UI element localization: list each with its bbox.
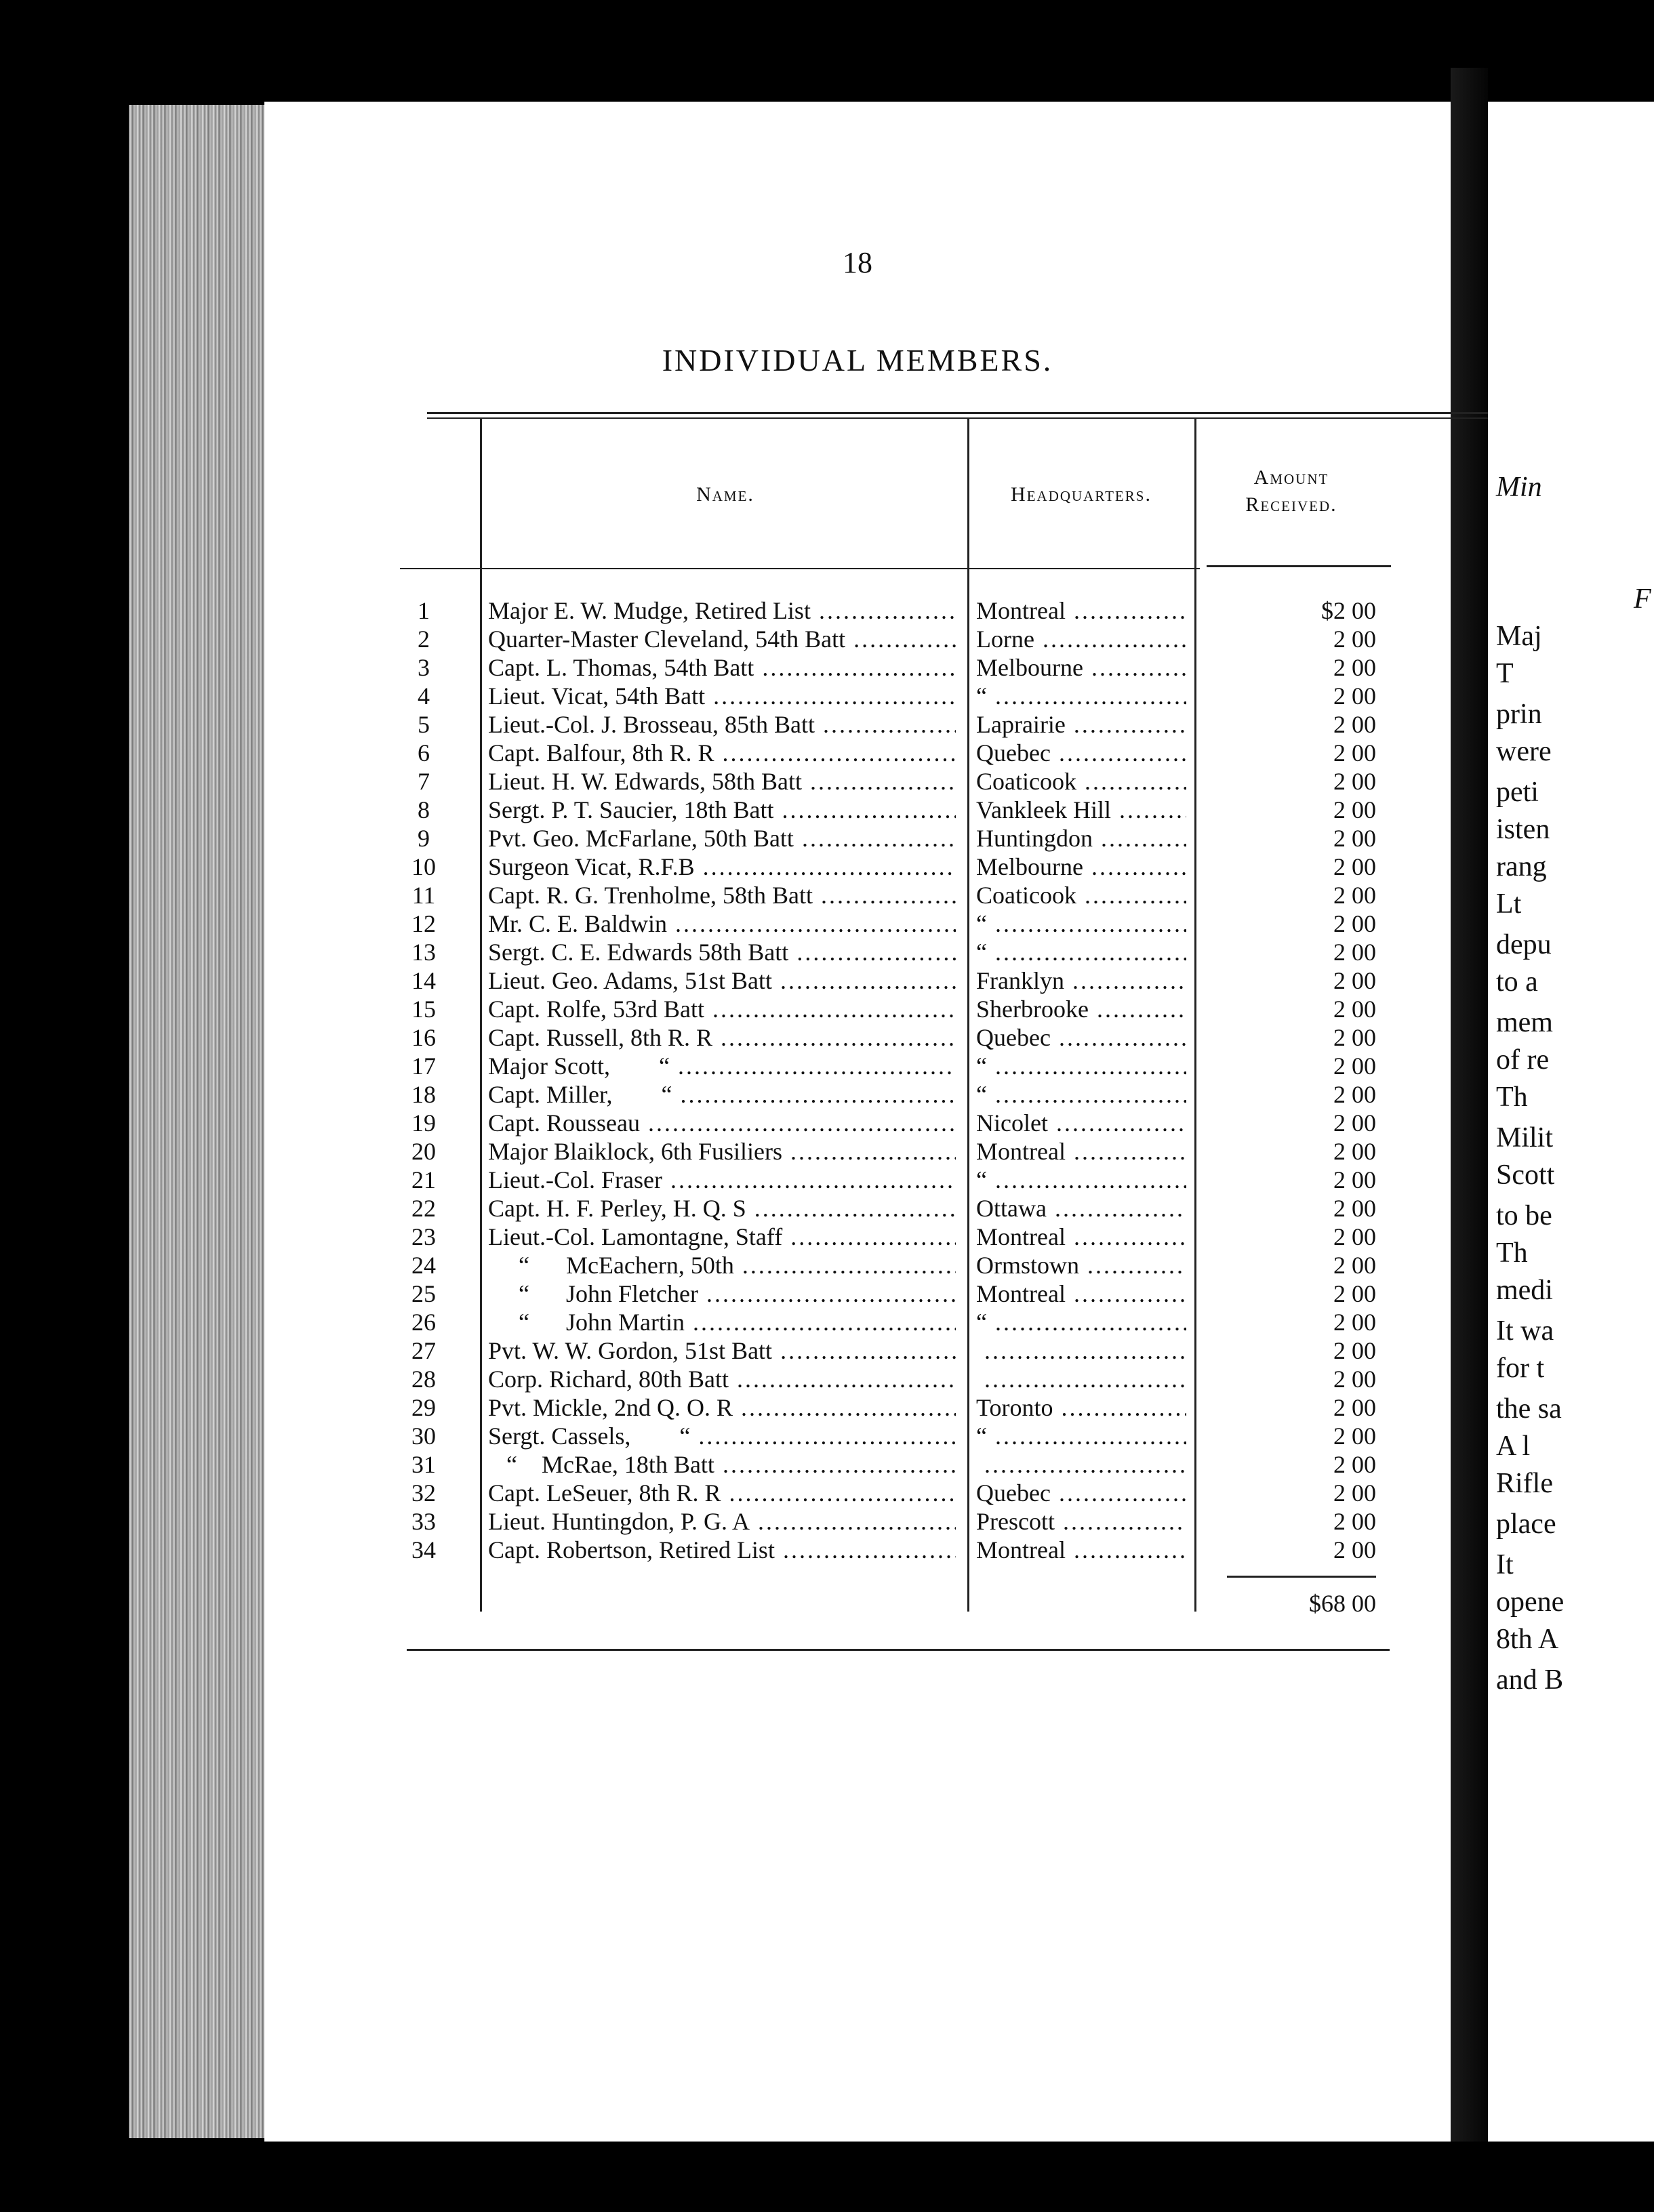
row-number: 12 <box>411 910 436 937</box>
member-headquarters: Huntingdon ..... <box>976 824 1186 853</box>
row-number: 25 <box>411 1280 436 1307</box>
member-name: Pvt. Mickle, 2nd Q. O. R ..... <box>488 1393 956 1422</box>
member-name: “ John Fletcher ..... <box>488 1279 956 1308</box>
amount-received: 2 00 <box>1333 796 1376 823</box>
row-number: 4 <box>418 682 430 710</box>
right-page-line: for t <box>1496 1353 1545 1384</box>
amount-received: 2 00 <box>1333 768 1376 795</box>
amount-received: 2 00 <box>1333 1309 1376 1336</box>
table-row <box>264 1365 1451 1393</box>
amount-received: 2 00 <box>1333 1138 1376 1165</box>
row-number: 29 <box>411 1394 436 1421</box>
amount-received: 2 00 <box>1333 1252 1376 1279</box>
table-row <box>264 1137 1451 1166</box>
row-number: 20 <box>411 1138 436 1165</box>
member-headquarters: “ ..... <box>976 938 1186 966</box>
right-page-line: Rifle <box>1496 1468 1553 1499</box>
table-top-rule-2 <box>427 417 1579 419</box>
table-row <box>264 796 1451 824</box>
amount-received: 2 00 <box>1333 996 1376 1023</box>
member-headquarters: Prescott ..... <box>976 1507 1186 1536</box>
amount-received: 2 00 <box>1333 1394 1376 1421</box>
amount-received: 2 00 <box>1333 1337 1376 1364</box>
table-row <box>264 1308 1451 1336</box>
right-page-line: Scott <box>1496 1160 1555 1191</box>
amount-received: 2 00 <box>1333 682 1376 710</box>
right-page-line: Lt <box>1496 888 1522 920</box>
member-name: Capt. Rolfe, 53rd Batt ..... <box>488 995 956 1023</box>
member-name: Capt. L. Thomas, 54th Batt ..... <box>488 653 956 682</box>
table-row <box>264 682 1451 710</box>
header-bottom-rule <box>400 568 1200 569</box>
row-number: 2 <box>418 626 430 653</box>
right-page-line: F <box>1634 583 1651 615</box>
row-number: 14 <box>411 967 436 994</box>
member-name: Sergt. Cassels, “ ..... <box>488 1422 956 1450</box>
amount-received: 2 00 <box>1333 882 1376 909</box>
row-number: 10 <box>411 853 436 880</box>
table-row <box>264 767 1451 796</box>
member-name: Major Blaiklock, 6th Fusiliers ..... <box>488 1137 956 1166</box>
row-number: 27 <box>411 1337 436 1364</box>
row-number: 28 <box>411 1366 436 1393</box>
row-number: 31 <box>411 1451 436 1478</box>
member-headquarters: Coaticook ..... <box>976 881 1186 909</box>
header-amount-line2: Received. <box>1245 493 1337 516</box>
row-number: 11 <box>411 882 436 909</box>
right-page-line: to be <box>1496 1200 1552 1231</box>
header-bottom-rule-amount <box>1207 565 1391 567</box>
right-page-line: A l <box>1496 1431 1531 1462</box>
table-row <box>264 1507 1451 1536</box>
row-number: 19 <box>411 1109 436 1136</box>
right-page-line: mem <box>1496 1007 1553 1038</box>
table-row <box>264 1479 1451 1507</box>
amount-received: 2 00 <box>1333 1479 1376 1507</box>
table-row <box>264 853 1451 881</box>
row-number: 15 <box>411 996 436 1023</box>
right-page-line: of re <box>1496 1044 1550 1076</box>
member-name: Major Scott, “ ..... <box>488 1052 956 1080</box>
member-headquarters: Montreal ..... <box>976 596 1186 625</box>
right-page-line: were <box>1496 736 1552 767</box>
book-page-edges <box>129 105 271 2138</box>
amount-received: 2 00 <box>1333 1223 1376 1250</box>
table-row <box>264 824 1451 853</box>
member-headquarters: “ ..... <box>976 1422 1186 1450</box>
member-name: “ John Martin ..... <box>488 1308 956 1336</box>
right-page-line: It wa <box>1496 1315 1554 1347</box>
amount-received: 2 00 <box>1333 1366 1376 1393</box>
amount-received: 2 00 <box>1333 1052 1376 1080</box>
table-row <box>264 653 1451 682</box>
member-headquarters: Ormstown ..... <box>976 1251 1186 1279</box>
header-name: Name. <box>696 483 754 506</box>
member-headquarters: Ottawa ..... <box>976 1194 1186 1223</box>
amount-received: 2 00 <box>1333 939 1376 966</box>
table-row <box>264 995 1451 1023</box>
right-page-line: prin <box>1496 699 1542 730</box>
row-number: 26 <box>411 1309 436 1336</box>
member-headquarters: Montreal ..... <box>976 1536 1186 1564</box>
member-headquarters: Melbourne ..... <box>976 653 1186 682</box>
table-row <box>264 1194 1451 1223</box>
member-headquarters <box>976 1365 1186 1393</box>
right-page-line: Milit <box>1496 1122 1554 1153</box>
member-name: Capt. R. G. Trenholme, 58th Batt ..... <box>488 881 956 909</box>
member-name: Quarter-Master Cleveland, 54th Batt ..... <box>488 625 956 653</box>
member-name: Capt. LeSeuer, 8th R. R ..... <box>488 1479 956 1507</box>
left-page <box>264 102 1451 2142</box>
row-number: 16 <box>411 1024 436 1051</box>
member-name: Lieut. Huntingdon, P. G. A ..... <box>488 1507 956 1536</box>
member-headquarters: “ ..... <box>976 1166 1186 1194</box>
page-title: INDIVIDUAL MEMBERS. <box>662 343 1053 377</box>
row-number: 1 <box>418 597 430 624</box>
amount-received: 2 00 <box>1333 1109 1376 1136</box>
right-page-line: Th <box>1496 1237 1528 1269</box>
table-row <box>264 710 1451 739</box>
member-headquarters: “ ..... <box>976 682 1186 710</box>
table-row <box>264 1536 1451 1564</box>
member-name: Major E. W. Mudge, Retired List ..... <box>488 596 956 625</box>
table-row <box>264 938 1451 966</box>
row-number: 24 <box>411 1252 436 1279</box>
header-amount-line1: Amount <box>1253 466 1329 489</box>
row-number: 13 <box>411 939 436 966</box>
row-number: 32 <box>411 1479 436 1507</box>
member-headquarters: Quebec ..... <box>976 1023 1186 1052</box>
table-row <box>264 1223 1451 1251</box>
table-row <box>264 1023 1451 1052</box>
right-page-line: Maj <box>1496 621 1542 652</box>
member-name: Lieut.-Col. Lamontagne, Staff ..... <box>488 1223 956 1251</box>
row-number: 3 <box>418 654 430 681</box>
member-headquarters: Montreal ..... <box>976 1279 1186 1308</box>
right-page-line: isten <box>1496 814 1550 845</box>
member-headquarters: “ ..... <box>976 1080 1186 1109</box>
member-name: Sergt. P. T. Saucier, 18th Batt ..... <box>488 796 956 824</box>
member-name: Pvt. Geo. McFarlane, 50th Batt ..... <box>488 824 956 853</box>
right-page-line: place <box>1496 1509 1556 1540</box>
amount-received: 2 00 <box>1333 626 1376 653</box>
member-name: Pvt. W. W. Gordon, 51st Batt ..... <box>488 1336 956 1365</box>
row-number: 17 <box>411 1052 436 1080</box>
amount-received: 2 00 <box>1333 825 1376 852</box>
book-gutter <box>1451 68 1488 2142</box>
member-name: Capt. Robertson, Retired List ..... <box>488 1536 956 1564</box>
table-row <box>264 1166 1451 1194</box>
table-top-rule <box>427 412 1579 414</box>
right-page-line: to a <box>1496 966 1538 998</box>
row-number: 18 <box>411 1081 436 1108</box>
member-name: Corp. Richard, 80th Batt ..... <box>488 1365 956 1393</box>
amount-received: $2 00 <box>1321 597 1376 624</box>
right-page-line: Min <box>1496 472 1542 503</box>
right-page-line: rang <box>1496 851 1547 882</box>
member-headquarters: Coaticook ..... <box>976 767 1186 796</box>
table-row <box>264 1422 1451 1450</box>
member-name: Capt. Russell, 8th R. R ..... <box>488 1023 956 1052</box>
table-row <box>264 1336 1451 1365</box>
member-headquarters <box>976 1336 1186 1365</box>
member-name: Sergt. C. E. Edwards 58th Batt ..... <box>488 938 956 966</box>
member-headquarters: Quebec ..... <box>976 739 1186 767</box>
row-number: 6 <box>418 739 430 766</box>
member-headquarters <box>976 1450 1186 1479</box>
right-page-line: medi <box>1496 1275 1553 1306</box>
member-name: Lieut.-Col. Fraser ..... <box>488 1166 956 1194</box>
member-name: Lieut. Geo. Adams, 51st Batt ..... <box>488 966 956 995</box>
table-row <box>264 625 1451 653</box>
member-headquarters: Lorne ..... <box>976 625 1186 653</box>
row-number: 21 <box>411 1166 436 1193</box>
table-row <box>264 596 1451 625</box>
member-name: Capt. Rousseau ..... <box>488 1109 956 1137</box>
amount-received: 2 00 <box>1333 1024 1376 1051</box>
right-page-line: It <box>1496 1549 1514 1580</box>
member-name: Capt. Miller, “ ..... <box>488 1080 956 1109</box>
header-headquarters: Headquarters. <box>1011 483 1152 506</box>
member-headquarters: Melbourne ..... <box>976 853 1186 881</box>
member-name: Surgeon Vicat, R.F.B ..... <box>488 853 956 881</box>
member-name: “ McRae, 18th Batt ..... <box>488 1450 956 1479</box>
page-number: 18 <box>843 246 872 279</box>
member-headquarters: “ ..... <box>976 1308 1186 1336</box>
amount-received: 2 00 <box>1333 1166 1376 1193</box>
right-page-line: opene <box>1496 1586 1565 1618</box>
right-page-line: T <box>1496 658 1514 689</box>
row-number: 9 <box>418 825 430 852</box>
amount-received: 2 00 <box>1333 654 1376 681</box>
table-row <box>264 909 1451 938</box>
amount-received: 2 00 <box>1333 739 1376 766</box>
table-row <box>264 739 1451 767</box>
right-page-line: 8th A <box>1496 1624 1559 1655</box>
amount-received: 2 00 <box>1333 1081 1376 1108</box>
table-row <box>264 1279 1451 1308</box>
row-number: 30 <box>411 1422 436 1450</box>
total-rule <box>1227 1576 1376 1578</box>
member-headquarters: Laprairie ..... <box>976 710 1186 739</box>
table-row <box>264 1052 1451 1080</box>
member-name: Lieut. H. W. Edwards, 58th Batt ..... <box>488 767 956 796</box>
amount-received: 2 00 <box>1333 1508 1376 1535</box>
right-page-line: peti <box>1496 777 1539 808</box>
amount-received: 2 00 <box>1333 967 1376 994</box>
row-number: 34 <box>411 1536 436 1563</box>
amount-received: 2 00 <box>1333 910 1376 937</box>
member-headquarters: Montreal ..... <box>976 1137 1186 1166</box>
member-name: Capt. H. F. Perley, H. Q. S ..... <box>488 1194 956 1223</box>
member-headquarters: Montreal ..... <box>976 1223 1186 1251</box>
right-page-fragment <box>1488 102 1654 2142</box>
right-page-line: depu <box>1496 929 1552 960</box>
table-row <box>264 1393 1451 1422</box>
table-row <box>264 881 1451 909</box>
right-page-line: Th <box>1496 1082 1528 1113</box>
table-row <box>264 1450 1451 1479</box>
member-name: “ McEachern, 50th ..... <box>488 1251 956 1279</box>
table-bottom-rule <box>407 1649 1390 1651</box>
member-headquarters: Franklyn ..... <box>976 966 1186 995</box>
member-headquarters: “ ..... <box>976 1052 1186 1080</box>
right-page-line: the sa <box>1496 1393 1562 1425</box>
member-headquarters: Sherbrooke ..... <box>976 995 1186 1023</box>
amount-received: 2 00 <box>1333 853 1376 880</box>
amount-received: 2 00 <box>1333 1280 1376 1307</box>
amount-received: 2 00 <box>1333 1536 1376 1563</box>
table-row <box>264 966 1451 995</box>
amount-received: 2 00 <box>1333 1422 1376 1450</box>
row-number: 8 <box>418 796 430 823</box>
member-headquarters: Quebec ..... <box>976 1479 1186 1507</box>
row-number: 22 <box>411 1195 436 1222</box>
right-page-line: and B <box>1496 1664 1564 1696</box>
amount-received: 2 00 <box>1333 711 1376 738</box>
member-headquarters: “ ..... <box>976 909 1186 938</box>
member-headquarters: Nicolet ..... <box>976 1109 1186 1137</box>
table-row <box>264 1080 1451 1109</box>
row-number: 5 <box>418 711 430 738</box>
total-amount: $68 00 <box>1309 1590 1376 1617</box>
amount-received: 2 00 <box>1333 1451 1376 1478</box>
table-row <box>264 1109 1451 1137</box>
member-name: Capt. Balfour, 8th R. R ..... <box>488 739 956 767</box>
member-name: Mr. C. E. Baldwin ..... <box>488 909 956 938</box>
table-row <box>264 1251 1451 1279</box>
row-number: 23 <box>411 1223 436 1250</box>
row-number: 33 <box>411 1508 436 1535</box>
amount-received: 2 00 <box>1333 1195 1376 1222</box>
member-name: Lieut. Vicat, 54th Batt ..... <box>488 682 956 710</box>
member-name: Lieut.-Col. J. Brosseau, 85th Batt ..... <box>488 710 956 739</box>
row-number: 7 <box>418 768 430 795</box>
member-headquarters: Toronto ..... <box>976 1393 1186 1422</box>
member-headquarters: Vankleek Hill ..... <box>976 796 1186 824</box>
